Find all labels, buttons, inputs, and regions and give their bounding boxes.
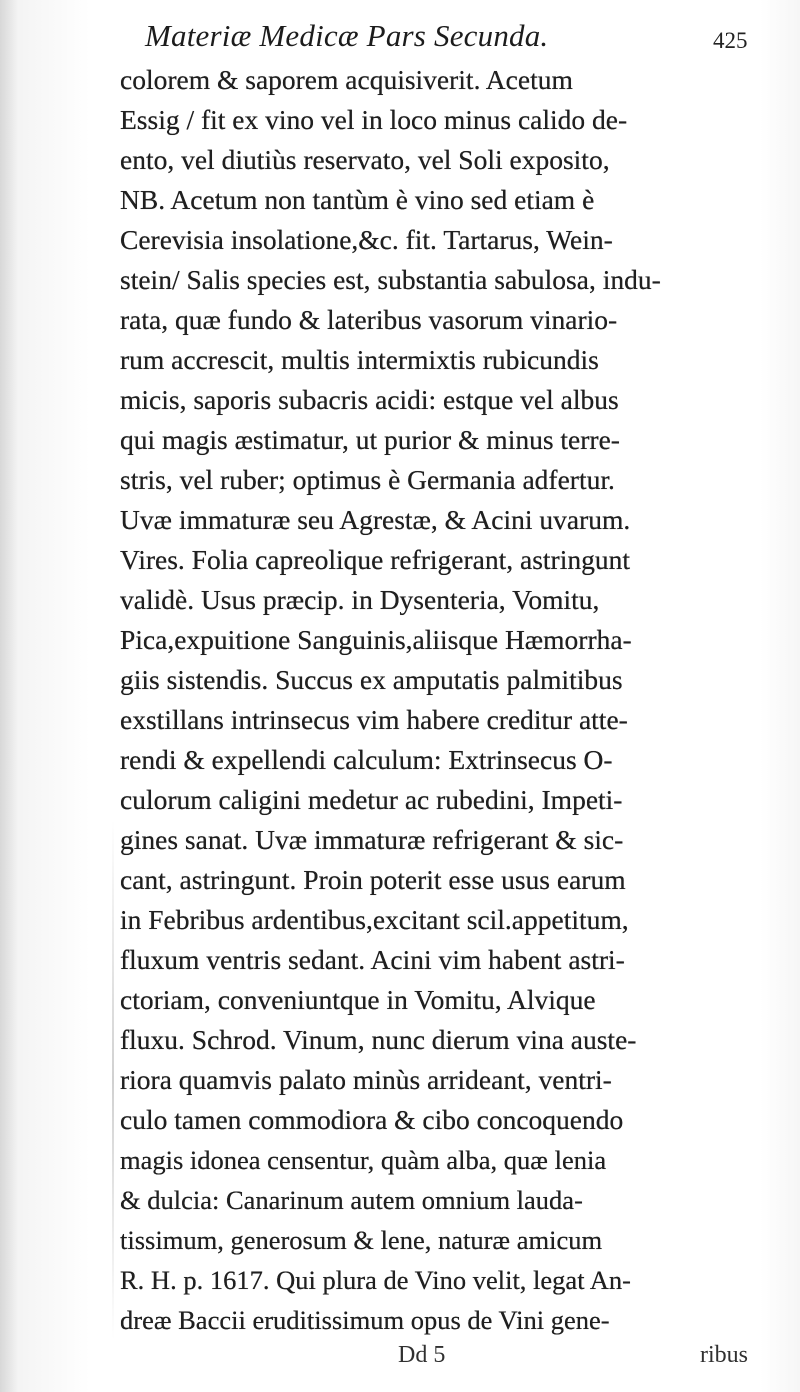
text-line: Cerevisia insolatione,&c. fit. Tartarus, Wein-: [120, 224, 613, 255]
page-footer: [0, 1338, 800, 1378]
text-line: rum accrescit, multis intermixtis rubicundis: [120, 344, 599, 375]
text-line: giis sistendis. Succus ex amputatis palmitibus: [120, 664, 623, 695]
text-line: magis idonea censentur, quàm alba, quæ lenia: [120, 1145, 607, 1175]
text-line: fluxu. Schrod. Vinum, nunc dierum vina auste-: [120, 1024, 637, 1055]
text-line: R. H. p. 1617. Qui plura de Vino velit, legat An-: [120, 1265, 631, 1295]
text-line: rendi & expellendi calculum: Extrinsecus O-: [120, 744, 613, 775]
catchword: ribus: [700, 1342, 748, 1368]
text-line: in Febribus ardentibus,excitant scil.appetitum,: [120, 904, 629, 935]
running-head: Materiæ Medicæ Pars Secunda.: [145, 18, 549, 53]
text-line: colorem & saporem acquisiverit. Acetum: [120, 64, 573, 95]
text-line: & dulcia: Canarinum autem omnium lauda-: [120, 1185, 583, 1215]
body-text: [120, 60, 790, 1340]
text-line: Uvæ immaturæ seu Agrestæ, & Acini uvarum.: [120, 504, 631, 535]
text-line: riora quamvis palato minùs arrideant, ventri-: [120, 1064, 612, 1095]
gutter-shadow: [0, 0, 18, 1392]
text-line: Pica,expuitione Sanguinis,aliisque Hæmorrha-: [120, 624, 632, 655]
text-line: Vires. Folia capreolique refrigerant, astringunt: [120, 544, 630, 575]
text-line: validè. Usus præcip. in Dysenteria, Vomitu,: [120, 584, 600, 615]
text-line: micis, saporis subacris acidi: estque vel albus: [120, 384, 619, 415]
text-line: exstillans intrinsecus vim habere creditur atte-: [120, 704, 628, 735]
text-line: Essig / fit ex vino vel in loco minus calido de-: [120, 104, 628, 135]
text-line: qui magis æstimatur, ut purior & minus terre-: [120, 424, 620, 455]
text-line: ctoriam, conveniuntque in Vomitu, Alvique: [120, 984, 596, 1015]
text-line: stris, vel ruber; optimus è Germania adfertur.: [120, 464, 615, 495]
margin-shading: [112, 820, 114, 1340]
text-line: NB. Acetum non tantùm è vino sed etiam è: [120, 184, 595, 215]
page-number: 425: [713, 28, 748, 53]
text-line: fluxum ventris sedant. Acini vim habent astri-: [120, 944, 625, 975]
signature-mark: Dd 5: [398, 1342, 446, 1368]
text-line: stein/ Salis species est, substantia sabulosa, indu-: [120, 264, 661, 295]
text-line: ento, vel diutiùs reservato, vel Soli exposito,: [120, 144, 610, 175]
text-line: rata, quæ fundo & lateribus vasorum vinario-: [120, 304, 618, 335]
text-line: culo tamen commodiora & cibo concoquendo: [120, 1104, 624, 1135]
text-line: tissimum, generosum & lene, naturæ amicum: [120, 1225, 603, 1255]
text-line: gines sanat. Uvæ immaturæ refrigerant & sic-: [120, 824, 624, 855]
text-line: dreæ Baccii eruditissimum opus de Vini gene-: [120, 1305, 610, 1335]
text-line: culorum caligini medetur ac rubedini, Impeti-: [120, 784, 623, 815]
text-line: cant, astringunt. Proin poterit esse usus earum: [120, 864, 626, 895]
